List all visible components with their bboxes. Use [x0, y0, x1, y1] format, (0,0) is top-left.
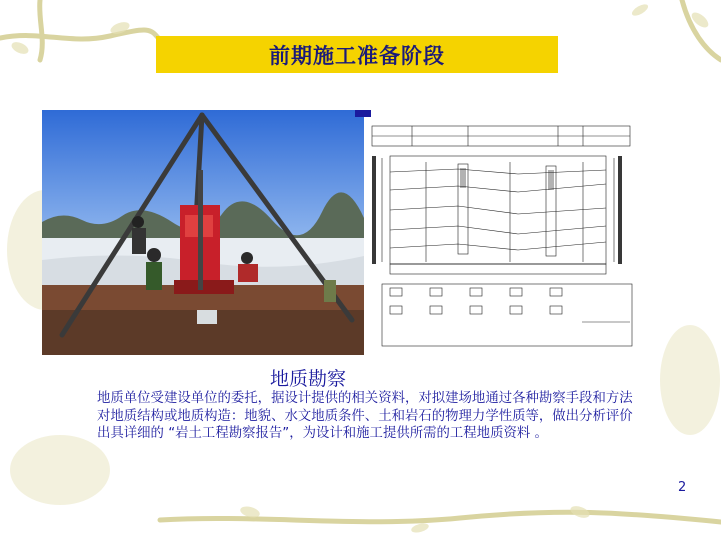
accent-bar: [355, 110, 371, 117]
geological-section-drawing: [368, 122, 634, 350]
drilling-rig-photo: [42, 110, 364, 355]
slide-title-text: 前期施工准备阶段: [269, 43, 445, 68]
section-title: 地质勘察: [270, 368, 347, 390]
page-number: 2: [678, 480, 687, 495]
slide-title: [156, 36, 558, 73]
body-paragraph: 地质单位受建设单位的委托，据设计提供的相关资料，对拟建场地通过各种勘察手段和方法对地质结构或地质构造：地貌、水文地质条件、土和岩石的物理力学性质等，做出分析评价出具详细的 “岩土工程勘察报告”，为设计和施工提供所需的工程地质资料 。: [97, 391, 633, 441]
